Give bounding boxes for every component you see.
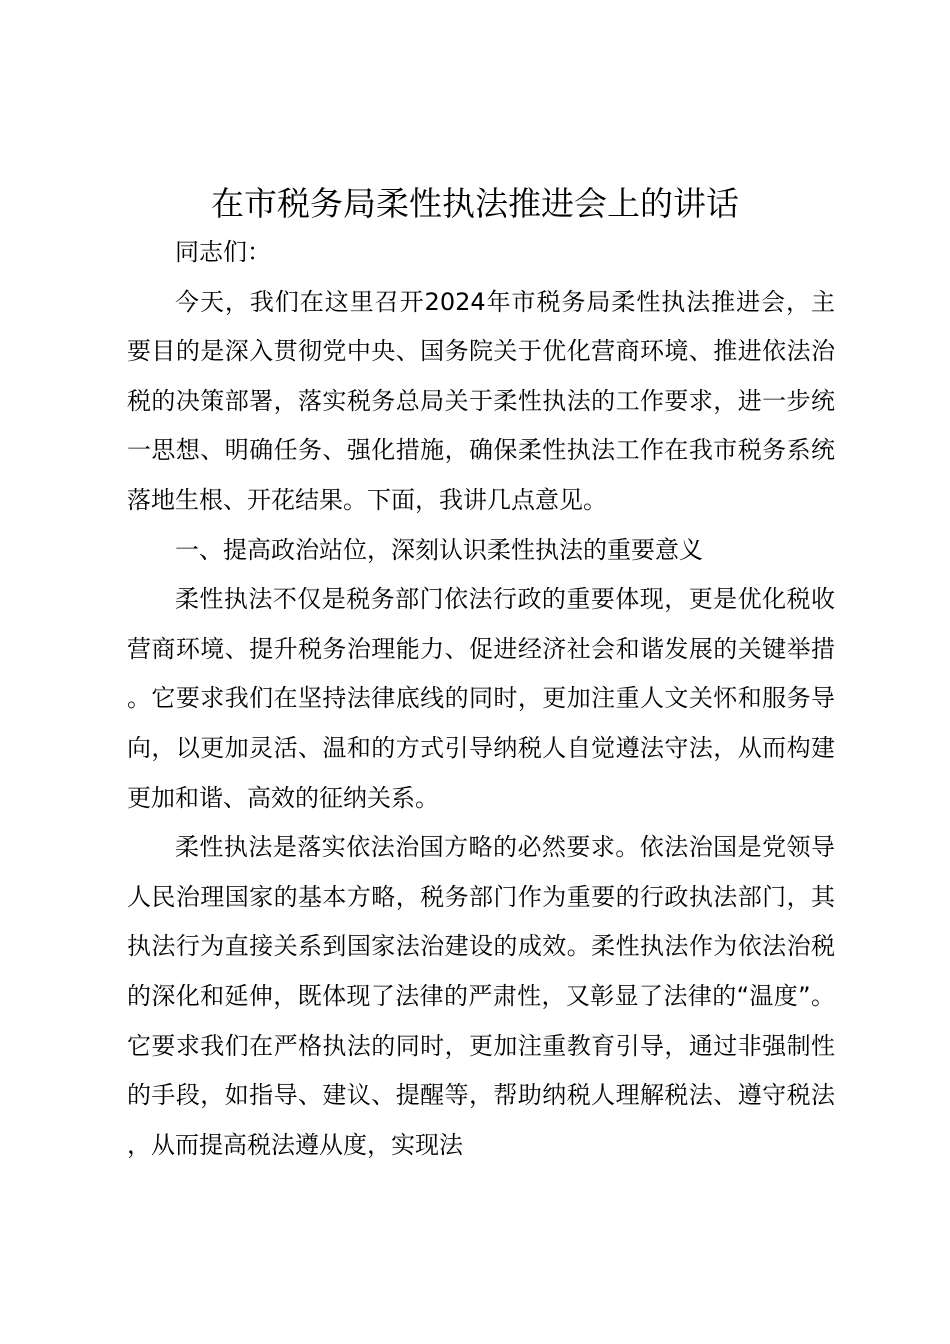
document-title: 在市税务局柔性执法推进会上的讲话 <box>211 184 739 223</box>
document-body <box>127 228 835 1170</box>
section-paragraph-2: 柔性执法是落实依法治国方略的必然要求。依法治国是党领导人民治理国家的基本方略，税务部门作为重要的行政执法部门，其执法行为直接关系到国家法治建设的成效。柔性执法作为依法治税的深化和延伸，既体现了法律的严肃性，又彰显了法律的“温度”。它要求我们在严格执法的同时，更加注重教育引导，通过非强制性的手段，如指导、建议、提醒等，帮助纳税人理解税法、遵守税法，从而提高税法遵从度，实现法 <box>127 833 835 1159</box>
section-paragraph-1: 柔性执法不仅是税务部门依法行政的重要体现，更是优化税收营商环境、提升税务治理能力、促进经济社会和谐发展的关键举措。它要求我们在坚持法律底线的同时，更加注重人文关怀和服务导向，以更加灵活、温和的方式引导纳税人自觉遵法守法，从而构建更加和谐、高效的征纳关系。 <box>127 585 835 812</box>
section-heading: 一、提高政治站位，深刻认识柔性执法的重要意义 <box>175 535 703 564</box>
intro-paragraph: 今天，我们在这里召开2024年市税务局柔性执法推进会，主要目的是深入贯彻党中央、国务院关于优化营商环境、推进依法治税的决策部署，落实税务总局关于柔性执法的工作要求，进一步统一思想、明确任务、强化措施，确保柔性执法工作在我市税务系统落地生根、开花结果。下面，我讲几点意见。 <box>127 287 835 514</box>
greeting: 同志们： <box>175 238 271 266</box>
